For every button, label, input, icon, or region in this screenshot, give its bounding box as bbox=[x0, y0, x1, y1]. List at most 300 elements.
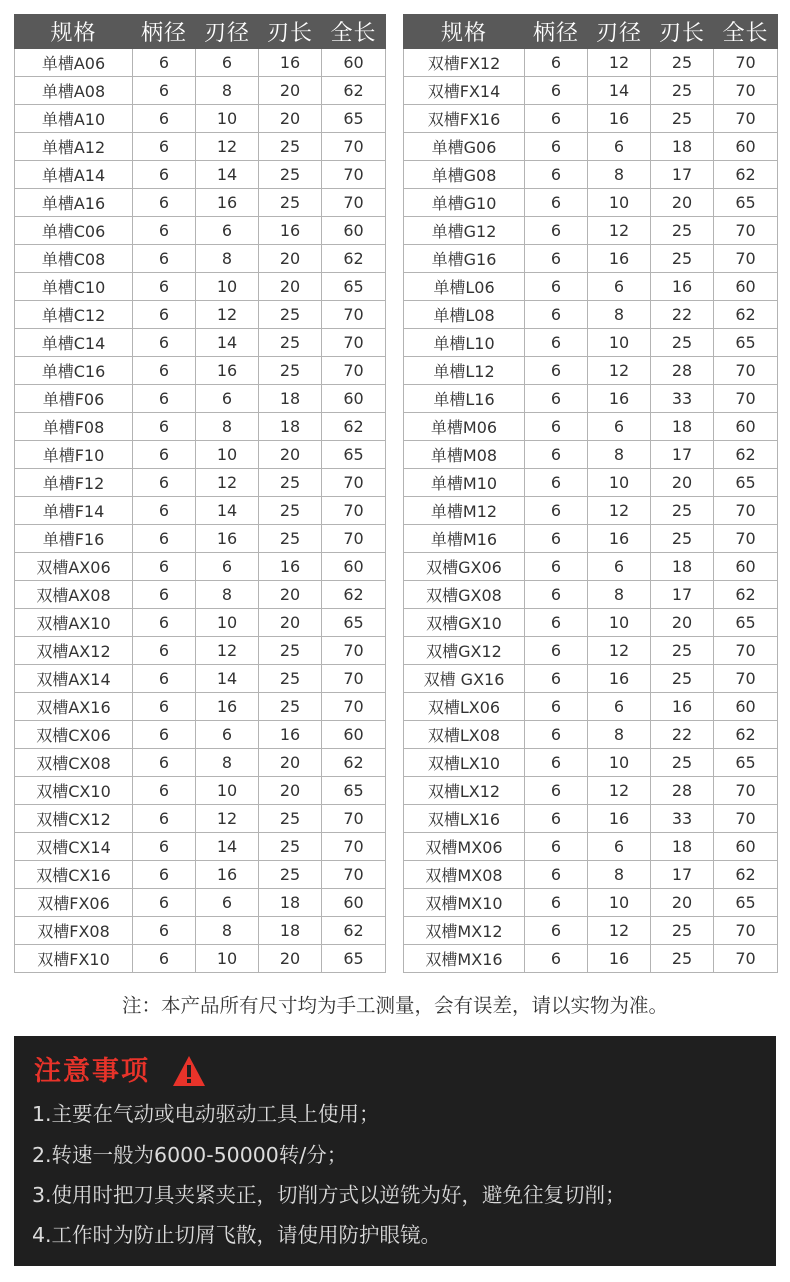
cell-model: 单槽C06 bbox=[15, 217, 133, 245]
cell-blade-dia: 6 bbox=[588, 553, 651, 581]
cell-total-len: 62 bbox=[322, 581, 386, 609]
cell-model: 单槽F10 bbox=[15, 441, 133, 469]
cell-blade-len: 20 bbox=[651, 189, 714, 217]
cell-blade-dia: 10 bbox=[196, 777, 259, 805]
notice-item: 2.转速一般为6000-50000转/分； bbox=[32, 1143, 348, 1167]
cell-blade-len: 25 bbox=[259, 329, 322, 357]
cell-shank: 6 bbox=[133, 413, 196, 441]
cell-total-len: 60 bbox=[714, 413, 778, 441]
table-row bbox=[15, 777, 386, 805]
cell-shank: 6 bbox=[525, 749, 588, 777]
cell-blade-dia: 12 bbox=[588, 217, 651, 245]
cell-shank: 6 bbox=[525, 805, 588, 833]
cell-blade-len: 20 bbox=[651, 609, 714, 637]
cell-total-len: 65 bbox=[714, 329, 778, 357]
table-row bbox=[404, 441, 778, 469]
cell-shank: 6 bbox=[133, 749, 196, 777]
cell-model: 单槽M08 bbox=[404, 441, 525, 469]
cell-shank: 6 bbox=[133, 189, 196, 217]
table-row bbox=[404, 889, 778, 917]
cell-blade-dia: 16 bbox=[588, 665, 651, 693]
cell-blade-dia: 12 bbox=[588, 497, 651, 525]
cell-blade-len: 16 bbox=[259, 553, 322, 581]
cell-model: 单槽C10 bbox=[15, 273, 133, 301]
cell-blade-len: 16 bbox=[651, 693, 714, 721]
table-row bbox=[15, 861, 386, 889]
cell-blade-dia: 12 bbox=[588, 777, 651, 805]
table-row bbox=[15, 749, 386, 777]
table-row bbox=[15, 805, 386, 833]
cell-shank: 6 bbox=[525, 553, 588, 581]
table-row bbox=[404, 833, 778, 861]
cell-total-len: 60 bbox=[714, 553, 778, 581]
cell-blade-len: 18 bbox=[651, 133, 714, 161]
cell-shank: 6 bbox=[133, 665, 196, 693]
cell-blade-dia: 8 bbox=[196, 917, 259, 945]
cell-blade-dia: 6 bbox=[588, 413, 651, 441]
table-row bbox=[15, 441, 386, 469]
cell-model: 单槽L06 bbox=[404, 273, 525, 301]
cell-total-len: 60 bbox=[714, 273, 778, 301]
table-row bbox=[15, 553, 386, 581]
cell-total-len: 65 bbox=[714, 469, 778, 497]
warning-triangle-icon bbox=[171, 1054, 207, 1088]
table-row bbox=[15, 385, 386, 413]
cell-model: 双槽GX12 bbox=[404, 637, 525, 665]
cell-blade-len: 28 bbox=[651, 777, 714, 805]
cell-shank: 6 bbox=[525, 77, 588, 105]
cell-blade-len: 17 bbox=[651, 861, 714, 889]
table-row bbox=[404, 665, 778, 693]
table-row bbox=[15, 217, 386, 245]
cell-blade-len: 25 bbox=[651, 217, 714, 245]
cell-shank: 6 bbox=[525, 609, 588, 637]
cell-shank: 6 bbox=[133, 833, 196, 861]
cell-blade-len: 17 bbox=[651, 581, 714, 609]
cell-blade-dia: 14 bbox=[588, 77, 651, 105]
cell-model: 单槽C08 bbox=[15, 245, 133, 273]
cell-total-len: 70 bbox=[714, 805, 778, 833]
cell-blade-len: 18 bbox=[259, 889, 322, 917]
cell-total-len: 60 bbox=[322, 217, 386, 245]
cell-total-len: 65 bbox=[714, 889, 778, 917]
cell-blade-len: 17 bbox=[651, 441, 714, 469]
cell-shank: 6 bbox=[133, 329, 196, 357]
cell-model: 双槽AX10 bbox=[15, 609, 133, 637]
cell-shank: 6 bbox=[133, 77, 196, 105]
cell-model: 双槽LX08 bbox=[404, 721, 525, 749]
cell-shank: 6 bbox=[133, 805, 196, 833]
cell-blade-dia: 10 bbox=[588, 469, 651, 497]
cell-total-len: 65 bbox=[322, 609, 386, 637]
table-row bbox=[404, 245, 778, 273]
cell-shank: 6 bbox=[525, 917, 588, 945]
cell-blade-dia: 10 bbox=[588, 189, 651, 217]
cell-blade-dia: 10 bbox=[196, 609, 259, 637]
cell-blade-len: 20 bbox=[651, 889, 714, 917]
cell-shank: 6 bbox=[133, 889, 196, 917]
table-row bbox=[404, 805, 778, 833]
cell-blade-len: 20 bbox=[259, 749, 322, 777]
cell-blade-len: 25 bbox=[259, 861, 322, 889]
table-row bbox=[15, 945, 386, 973]
cell-model: 单槽G06 bbox=[404, 133, 525, 161]
cell-shank: 6 bbox=[133, 441, 196, 469]
cell-blade-len: 25 bbox=[651, 497, 714, 525]
cell-blade-dia: 6 bbox=[196, 721, 259, 749]
cell-blade-len: 18 bbox=[259, 917, 322, 945]
table-row bbox=[404, 749, 778, 777]
cell-model: 双槽CX16 bbox=[15, 861, 133, 889]
cell-blade-dia: 6 bbox=[588, 693, 651, 721]
cell-blade-dia: 16 bbox=[588, 385, 651, 413]
table-row bbox=[404, 553, 778, 581]
cell-blade-dia: 14 bbox=[196, 329, 259, 357]
cell-blade-dia: 8 bbox=[588, 301, 651, 329]
cell-blade-len: 25 bbox=[651, 665, 714, 693]
cell-total-len: 60 bbox=[714, 693, 778, 721]
cell-model: 单槽C12 bbox=[15, 301, 133, 329]
cell-blade-len: 18 bbox=[651, 833, 714, 861]
cell-blade-len: 16 bbox=[259, 721, 322, 749]
cell-blade-dia: 12 bbox=[196, 805, 259, 833]
table-row bbox=[404, 497, 778, 525]
cell-blade-dia: 10 bbox=[196, 105, 259, 133]
cell-shank: 6 bbox=[525, 525, 588, 553]
cell-total-len: 62 bbox=[714, 441, 778, 469]
cell-model: 双槽CX10 bbox=[15, 777, 133, 805]
table-row bbox=[15, 49, 386, 77]
cell-total-len: 65 bbox=[714, 749, 778, 777]
cell-model: 单槽M06 bbox=[404, 413, 525, 441]
cell-shank: 6 bbox=[525, 49, 588, 77]
cell-blade-len: 20 bbox=[259, 77, 322, 105]
table-row bbox=[15, 273, 386, 301]
cell-model: 双槽AX16 bbox=[15, 693, 133, 721]
cell-model: 单槽A08 bbox=[15, 77, 133, 105]
table-row bbox=[15, 693, 386, 721]
cell-total-len: 70 bbox=[322, 189, 386, 217]
cell-blade-dia: 8 bbox=[588, 441, 651, 469]
cell-shank: 6 bbox=[133, 693, 196, 721]
cell-blade-dia: 12 bbox=[588, 49, 651, 77]
cell-shank: 6 bbox=[133, 609, 196, 637]
cell-total-len: 62 bbox=[322, 749, 386, 777]
cell-blade-len: 33 bbox=[651, 385, 714, 413]
cell-blade-len: 25 bbox=[259, 693, 322, 721]
cell-model: 单槽L08 bbox=[404, 301, 525, 329]
cell-shank: 6 bbox=[525, 721, 588, 749]
cell-blade-len: 25 bbox=[259, 525, 322, 553]
cell-shank: 6 bbox=[525, 469, 588, 497]
cell-total-len: 60 bbox=[322, 889, 386, 917]
cell-total-len: 70 bbox=[322, 301, 386, 329]
cell-blade-len: 20 bbox=[259, 945, 322, 973]
cell-model: 双槽FX06 bbox=[15, 889, 133, 917]
cell-blade-len: 25 bbox=[651, 525, 714, 553]
cell-model: 双槽GX10 bbox=[404, 609, 525, 637]
cell-blade-len: 25 bbox=[651, 105, 714, 133]
cell-blade-dia: 14 bbox=[196, 497, 259, 525]
table-row bbox=[404, 525, 778, 553]
cell-blade-dia: 10 bbox=[588, 329, 651, 357]
cell-total-len: 70 bbox=[714, 49, 778, 77]
cell-model: 双槽AX14 bbox=[15, 665, 133, 693]
spec-table-left bbox=[14, 14, 386, 973]
cell-blade-len: 22 bbox=[651, 721, 714, 749]
cell-shank: 6 bbox=[525, 273, 588, 301]
cell-total-len: 65 bbox=[322, 441, 386, 469]
cell-blade-dia: 12 bbox=[196, 469, 259, 497]
cell-shank: 6 bbox=[133, 721, 196, 749]
notice-panel bbox=[14, 1036, 776, 1266]
cell-model: 单槽A06 bbox=[15, 49, 133, 77]
cell-total-len: 70 bbox=[714, 77, 778, 105]
cell-blade-len: 25 bbox=[651, 329, 714, 357]
cell-blade-dia: 16 bbox=[588, 805, 651, 833]
cell-total-len: 65 bbox=[714, 189, 778, 217]
table-row bbox=[404, 413, 778, 441]
cell-shank: 6 bbox=[133, 497, 196, 525]
cell-model: 双槽FX14 bbox=[404, 77, 525, 105]
cell-blade-dia: 6 bbox=[196, 49, 259, 77]
cell-model: 双槽MX12 bbox=[404, 917, 525, 945]
cell-blade-len: 25 bbox=[651, 945, 714, 973]
cell-total-len: 70 bbox=[322, 161, 386, 189]
cell-blade-dia: 6 bbox=[196, 385, 259, 413]
cell-total-len: 70 bbox=[714, 497, 778, 525]
header-shank: 柄径 bbox=[525, 15, 588, 49]
cell-blade-dia: 8 bbox=[196, 581, 259, 609]
cell-total-len: 70 bbox=[322, 329, 386, 357]
table-row bbox=[15, 497, 386, 525]
cell-model: 单槽L16 bbox=[404, 385, 525, 413]
cell-total-len: 70 bbox=[322, 665, 386, 693]
table-row bbox=[404, 637, 778, 665]
cell-blade-len: 25 bbox=[259, 357, 322, 385]
cell-model: 单槽M12 bbox=[404, 497, 525, 525]
cell-blade-len: 18 bbox=[651, 413, 714, 441]
cell-blade-dia: 12 bbox=[588, 357, 651, 385]
cell-model: 单槽C14 bbox=[15, 329, 133, 357]
cell-shank: 6 bbox=[525, 189, 588, 217]
cell-blade-dia: 12 bbox=[196, 301, 259, 329]
cell-model: 单槽G08 bbox=[404, 161, 525, 189]
cell-blade-dia: 16 bbox=[196, 861, 259, 889]
cell-shank: 6 bbox=[525, 833, 588, 861]
table-row bbox=[404, 945, 778, 973]
cell-shank: 6 bbox=[525, 245, 588, 273]
cell-total-len: 62 bbox=[322, 245, 386, 273]
cell-model: 双槽LX10 bbox=[404, 749, 525, 777]
measurement-note: 注：本产品所有尺寸均为手工测量，会有误差，请以实物为准。 bbox=[121, 994, 668, 1017]
cell-blade-dia: 6 bbox=[196, 217, 259, 245]
cell-blade-len: 25 bbox=[651, 77, 714, 105]
cell-total-len: 70 bbox=[322, 497, 386, 525]
cell-blade-dia: 16 bbox=[196, 357, 259, 385]
cell-blade-len: 25 bbox=[259, 665, 322, 693]
table-row bbox=[404, 385, 778, 413]
cell-blade-len: 25 bbox=[259, 497, 322, 525]
cell-blade-len: 25 bbox=[651, 49, 714, 77]
cell-model: 单槽F14 bbox=[15, 497, 133, 525]
cell-blade-dia: 10 bbox=[588, 609, 651, 637]
header-blade-len: 刃长 bbox=[651, 15, 714, 49]
table-row bbox=[15, 917, 386, 945]
cell-model: 单槽F06 bbox=[15, 385, 133, 413]
table-row bbox=[404, 721, 778, 749]
cell-model: 单槽G12 bbox=[404, 217, 525, 245]
cell-model: 双槽AX08 bbox=[15, 581, 133, 609]
table-row bbox=[15, 161, 386, 189]
cell-shank: 6 bbox=[525, 161, 588, 189]
cell-model: 双槽 GX16 bbox=[404, 665, 525, 693]
cell-model: 双槽FX12 bbox=[404, 49, 525, 77]
cell-blade-dia: 12 bbox=[588, 917, 651, 945]
cell-model: 双槽GX06 bbox=[404, 553, 525, 581]
table-row bbox=[404, 861, 778, 889]
cell-model: 双槽GX08 bbox=[404, 581, 525, 609]
table-row bbox=[404, 469, 778, 497]
cell-blade-len: 18 bbox=[259, 385, 322, 413]
cell-blade-len: 20 bbox=[651, 469, 714, 497]
cell-model: 双槽MX10 bbox=[404, 889, 525, 917]
table-row bbox=[15, 637, 386, 665]
cell-blade-len: 16 bbox=[651, 273, 714, 301]
cell-model: 单槽A10 bbox=[15, 105, 133, 133]
cell-blade-dia: 8 bbox=[196, 245, 259, 273]
cell-total-len: 60 bbox=[322, 553, 386, 581]
cell-blade-dia: 10 bbox=[196, 945, 259, 973]
header-blade-dia: 刃径 bbox=[196, 15, 259, 49]
cell-blade-len: 25 bbox=[259, 637, 322, 665]
table-row bbox=[404, 301, 778, 329]
table-row bbox=[15, 77, 386, 105]
cell-blade-dia: 8 bbox=[196, 749, 259, 777]
cell-blade-dia: 14 bbox=[196, 665, 259, 693]
cell-total-len: 70 bbox=[322, 805, 386, 833]
cell-total-len: 62 bbox=[714, 721, 778, 749]
cell-total-len: 70 bbox=[714, 917, 778, 945]
cell-blade-len: 25 bbox=[259, 301, 322, 329]
cell-model: 单槽C16 bbox=[15, 357, 133, 385]
cell-blade-len: 20 bbox=[259, 245, 322, 273]
cell-total-len: 70 bbox=[714, 637, 778, 665]
cell-shank: 6 bbox=[525, 133, 588, 161]
table-row bbox=[15, 189, 386, 217]
header-model: 规格 bbox=[15, 15, 133, 49]
cell-model: 单槽F12 bbox=[15, 469, 133, 497]
cell-blade-len: 16 bbox=[259, 49, 322, 77]
cell-model: 单槽G10 bbox=[404, 189, 525, 217]
cell-total-len: 70 bbox=[322, 637, 386, 665]
cell-shank: 6 bbox=[133, 917, 196, 945]
cell-blade-len: 20 bbox=[259, 777, 322, 805]
cell-shank: 6 bbox=[133, 525, 196, 553]
cell-blade-len: 25 bbox=[259, 133, 322, 161]
cell-blade-dia: 6 bbox=[196, 553, 259, 581]
table-row bbox=[404, 581, 778, 609]
cell-model: 双槽LX12 bbox=[404, 777, 525, 805]
cell-shank: 6 bbox=[133, 133, 196, 161]
cell-total-len: 62 bbox=[714, 161, 778, 189]
cell-shank: 6 bbox=[525, 497, 588, 525]
cell-total-len: 65 bbox=[322, 273, 386, 301]
cell-blade-len: 18 bbox=[651, 553, 714, 581]
cell-blade-len: 25 bbox=[651, 637, 714, 665]
cell-shank: 6 bbox=[133, 945, 196, 973]
cell-total-len: 70 bbox=[322, 525, 386, 553]
cell-total-len: 62 bbox=[322, 77, 386, 105]
table-row bbox=[404, 105, 778, 133]
cell-model: 双槽AX12 bbox=[15, 637, 133, 665]
cell-blade-len: 28 bbox=[651, 357, 714, 385]
cell-shank: 6 bbox=[525, 693, 588, 721]
cell-total-len: 70 bbox=[322, 861, 386, 889]
header-blade-len: 刃长 bbox=[259, 15, 322, 49]
cell-blade-dia: 16 bbox=[588, 945, 651, 973]
cell-model: 单槽L10 bbox=[404, 329, 525, 357]
table-row bbox=[404, 217, 778, 245]
cell-blade-len: 20 bbox=[259, 105, 322, 133]
cell-blade-dia: 16 bbox=[588, 525, 651, 553]
table-row bbox=[404, 273, 778, 301]
cell-model: 双槽CX06 bbox=[15, 721, 133, 749]
cell-model: 单槽G16 bbox=[404, 245, 525, 273]
cell-total-len: 60 bbox=[714, 833, 778, 861]
cell-model: 单槽A14 bbox=[15, 161, 133, 189]
cell-blade-len: 25 bbox=[651, 245, 714, 273]
cell-total-len: 62 bbox=[714, 301, 778, 329]
cell-total-len: 62 bbox=[322, 917, 386, 945]
notice-item: 4.工作时为防止切屑飞散，请使用防护眼镜。 bbox=[32, 1223, 442, 1247]
cell-shank: 6 bbox=[133, 469, 196, 497]
table-row bbox=[404, 609, 778, 637]
cell-total-len: 70 bbox=[714, 217, 778, 245]
cell-total-len: 70 bbox=[714, 105, 778, 133]
cell-blade-len: 20 bbox=[259, 273, 322, 301]
cell-model: 双槽AX06 bbox=[15, 553, 133, 581]
table-row bbox=[404, 777, 778, 805]
cell-blade-dia: 6 bbox=[588, 133, 651, 161]
cell-blade-len: 25 bbox=[259, 833, 322, 861]
cell-shank: 6 bbox=[133, 245, 196, 273]
cell-model: 双槽CX12 bbox=[15, 805, 133, 833]
notice-title: 注意事项 bbox=[34, 1056, 150, 1087]
cell-total-len: 70 bbox=[322, 693, 386, 721]
cell-total-len: 65 bbox=[322, 945, 386, 973]
cell-model: 单槽L12 bbox=[404, 357, 525, 385]
cell-blade-len: 20 bbox=[259, 609, 322, 637]
cell-model: 单槽A16 bbox=[15, 189, 133, 217]
cell-blade-dia: 6 bbox=[196, 889, 259, 917]
table-row bbox=[404, 917, 778, 945]
cell-shank: 6 bbox=[133, 637, 196, 665]
cell-shank: 6 bbox=[525, 945, 588, 973]
cell-total-len: 70 bbox=[714, 665, 778, 693]
table-row bbox=[15, 413, 386, 441]
cell-blade-dia: 10 bbox=[196, 273, 259, 301]
cell-model: 双槽LX16 bbox=[404, 805, 525, 833]
table-row bbox=[404, 133, 778, 161]
cell-total-len: 60 bbox=[322, 49, 386, 77]
cell-blade-len: 25 bbox=[259, 805, 322, 833]
table-row bbox=[15, 357, 386, 385]
cell-blade-len: 33 bbox=[651, 805, 714, 833]
cell-total-len: 70 bbox=[322, 133, 386, 161]
cell-model: 单槽F08 bbox=[15, 413, 133, 441]
cell-model: 双槽FX08 bbox=[15, 917, 133, 945]
